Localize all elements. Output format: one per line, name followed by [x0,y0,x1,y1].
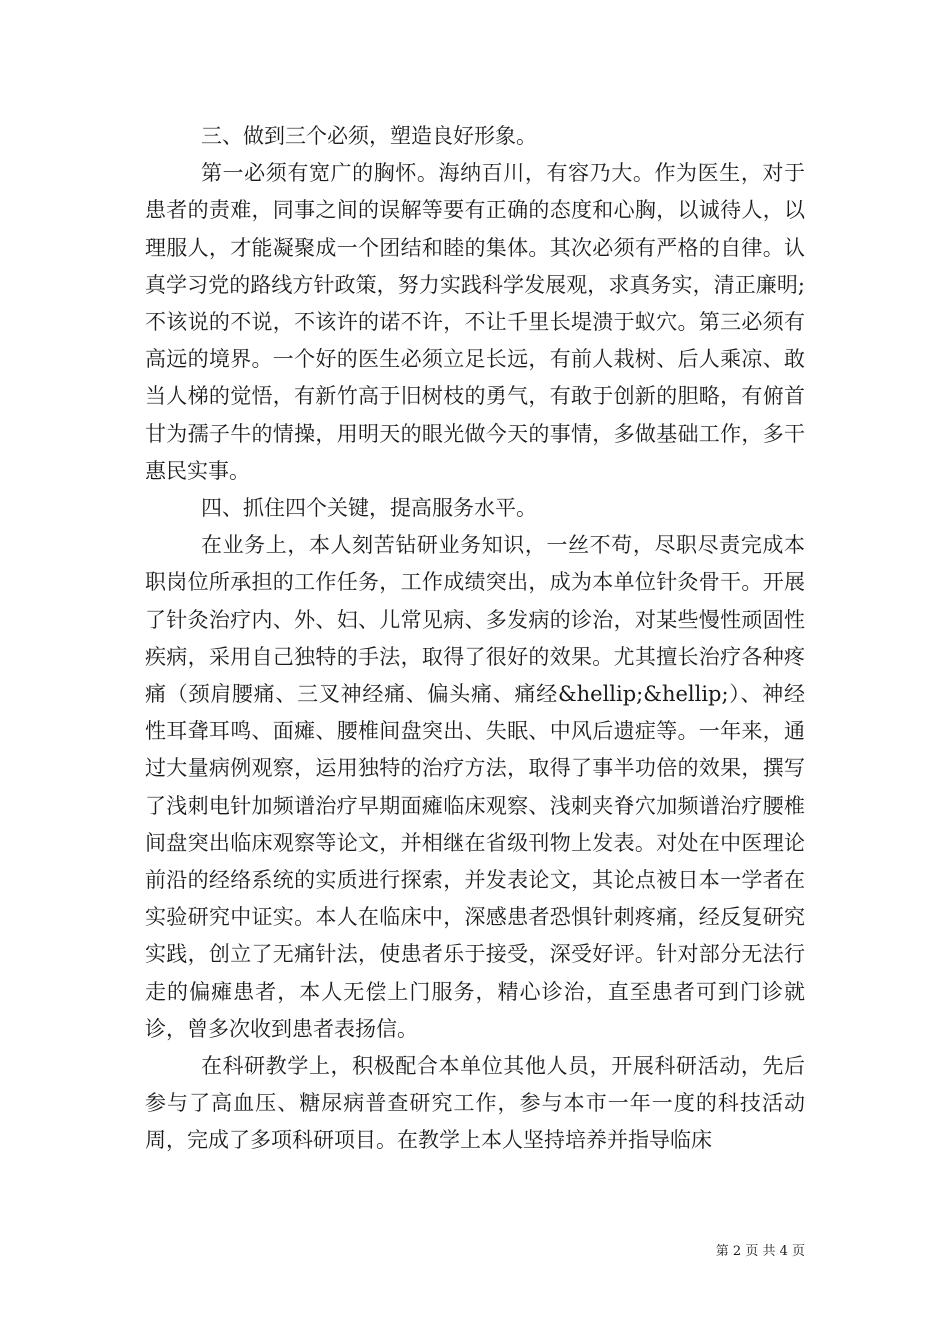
document-body [145,118,805,1160]
section-heading-four: 四、抓住四个关键，提高服务水平。 [201,496,537,521]
paragraph-business: 在业务上，本人刻苦钻研业务知识，一丝不苟，尽职尽责完成本职岗位所承担的工作任务，工作成绩突出，成为本单位针灸骨干。开展了针灸治疗内、外、妇、儿常见病、多发病的诊治，对某些慢性顽固性疾病，采用自己独特的手法，取得了很好的效果。尤其擅长治疗各种疼痛（颈肩腰痛、三叉神经痛、偏头痛、痛经&hellip;&hellip;）、神经性耳聋耳鸣、面瘫、腰椎间盘突出、失眠、中风后遗症等。一年来，通过大量病例观察，运用独特的治疗方法，取得了事半功倍的效果，撰写了浅刺电针加频谱治疗早期面瘫临床观察、浅刺夹脊穴加频谱治疗腰椎间盘突出临床观察等论文，并相继在省级刊物上发表。对处在中医理论前沿的经络系统的实质进行探索，并发表论文，其论点被日本一学者在实验研究中证实。本人在临床中，深感患者恐惧针刺疼痛，经反复研究实践，创立了无痛针法，使患者乐于接受，深受好评。针对部分无法行走的偏瘫患者，本人无偿上门服务，精心诊治，直至患者可到门诊就诊，曾多次收到患者表扬信。 [145,533,805,1041]
page-number: 第 2 页 共 4 页 [715,1244,805,1259]
paragraph-research-teaching: 在科研教学上，积极配合本单位其他人员，开展科研活动，先后参与了高血压、糖尿病普查研究工作，参与本市一年一度的科技活动周，完成了多项科研项目。在教学上本人坚持培养并指导临床 [145,1054,805,1153]
paragraph-three-musts: 第一必须有宽广的胸怀。海纳百川，有容乃大。作为医生，对于患者的责难，同事之间的误解等要有正确的态度和心胸，以诚待人，以理服人，才能凝聚成一个团结和睦的集体。其次必须有严格的自律。认真学习党的路线方针政策，努力实践科学发展观，求真务实，清正廉明;不该说的不说，不该许的诺不许，不让千里长堤溃于蚁穴。第三必须有高远的境界。一个好的医生必须立足长远，有前人栽树、后人乘凉、敢当人梯的觉悟，有新竹高于旧树枝的勇气，有敢于创新的胆略，有俯首甘为孺子牛的情操，用明天的眼光做今天的事情，多做基础工作，多干惠民实事。 [145,161,805,483]
section-heading-three: 三、做到三个必须，塑造良好形象。 [201,124,537,148]
